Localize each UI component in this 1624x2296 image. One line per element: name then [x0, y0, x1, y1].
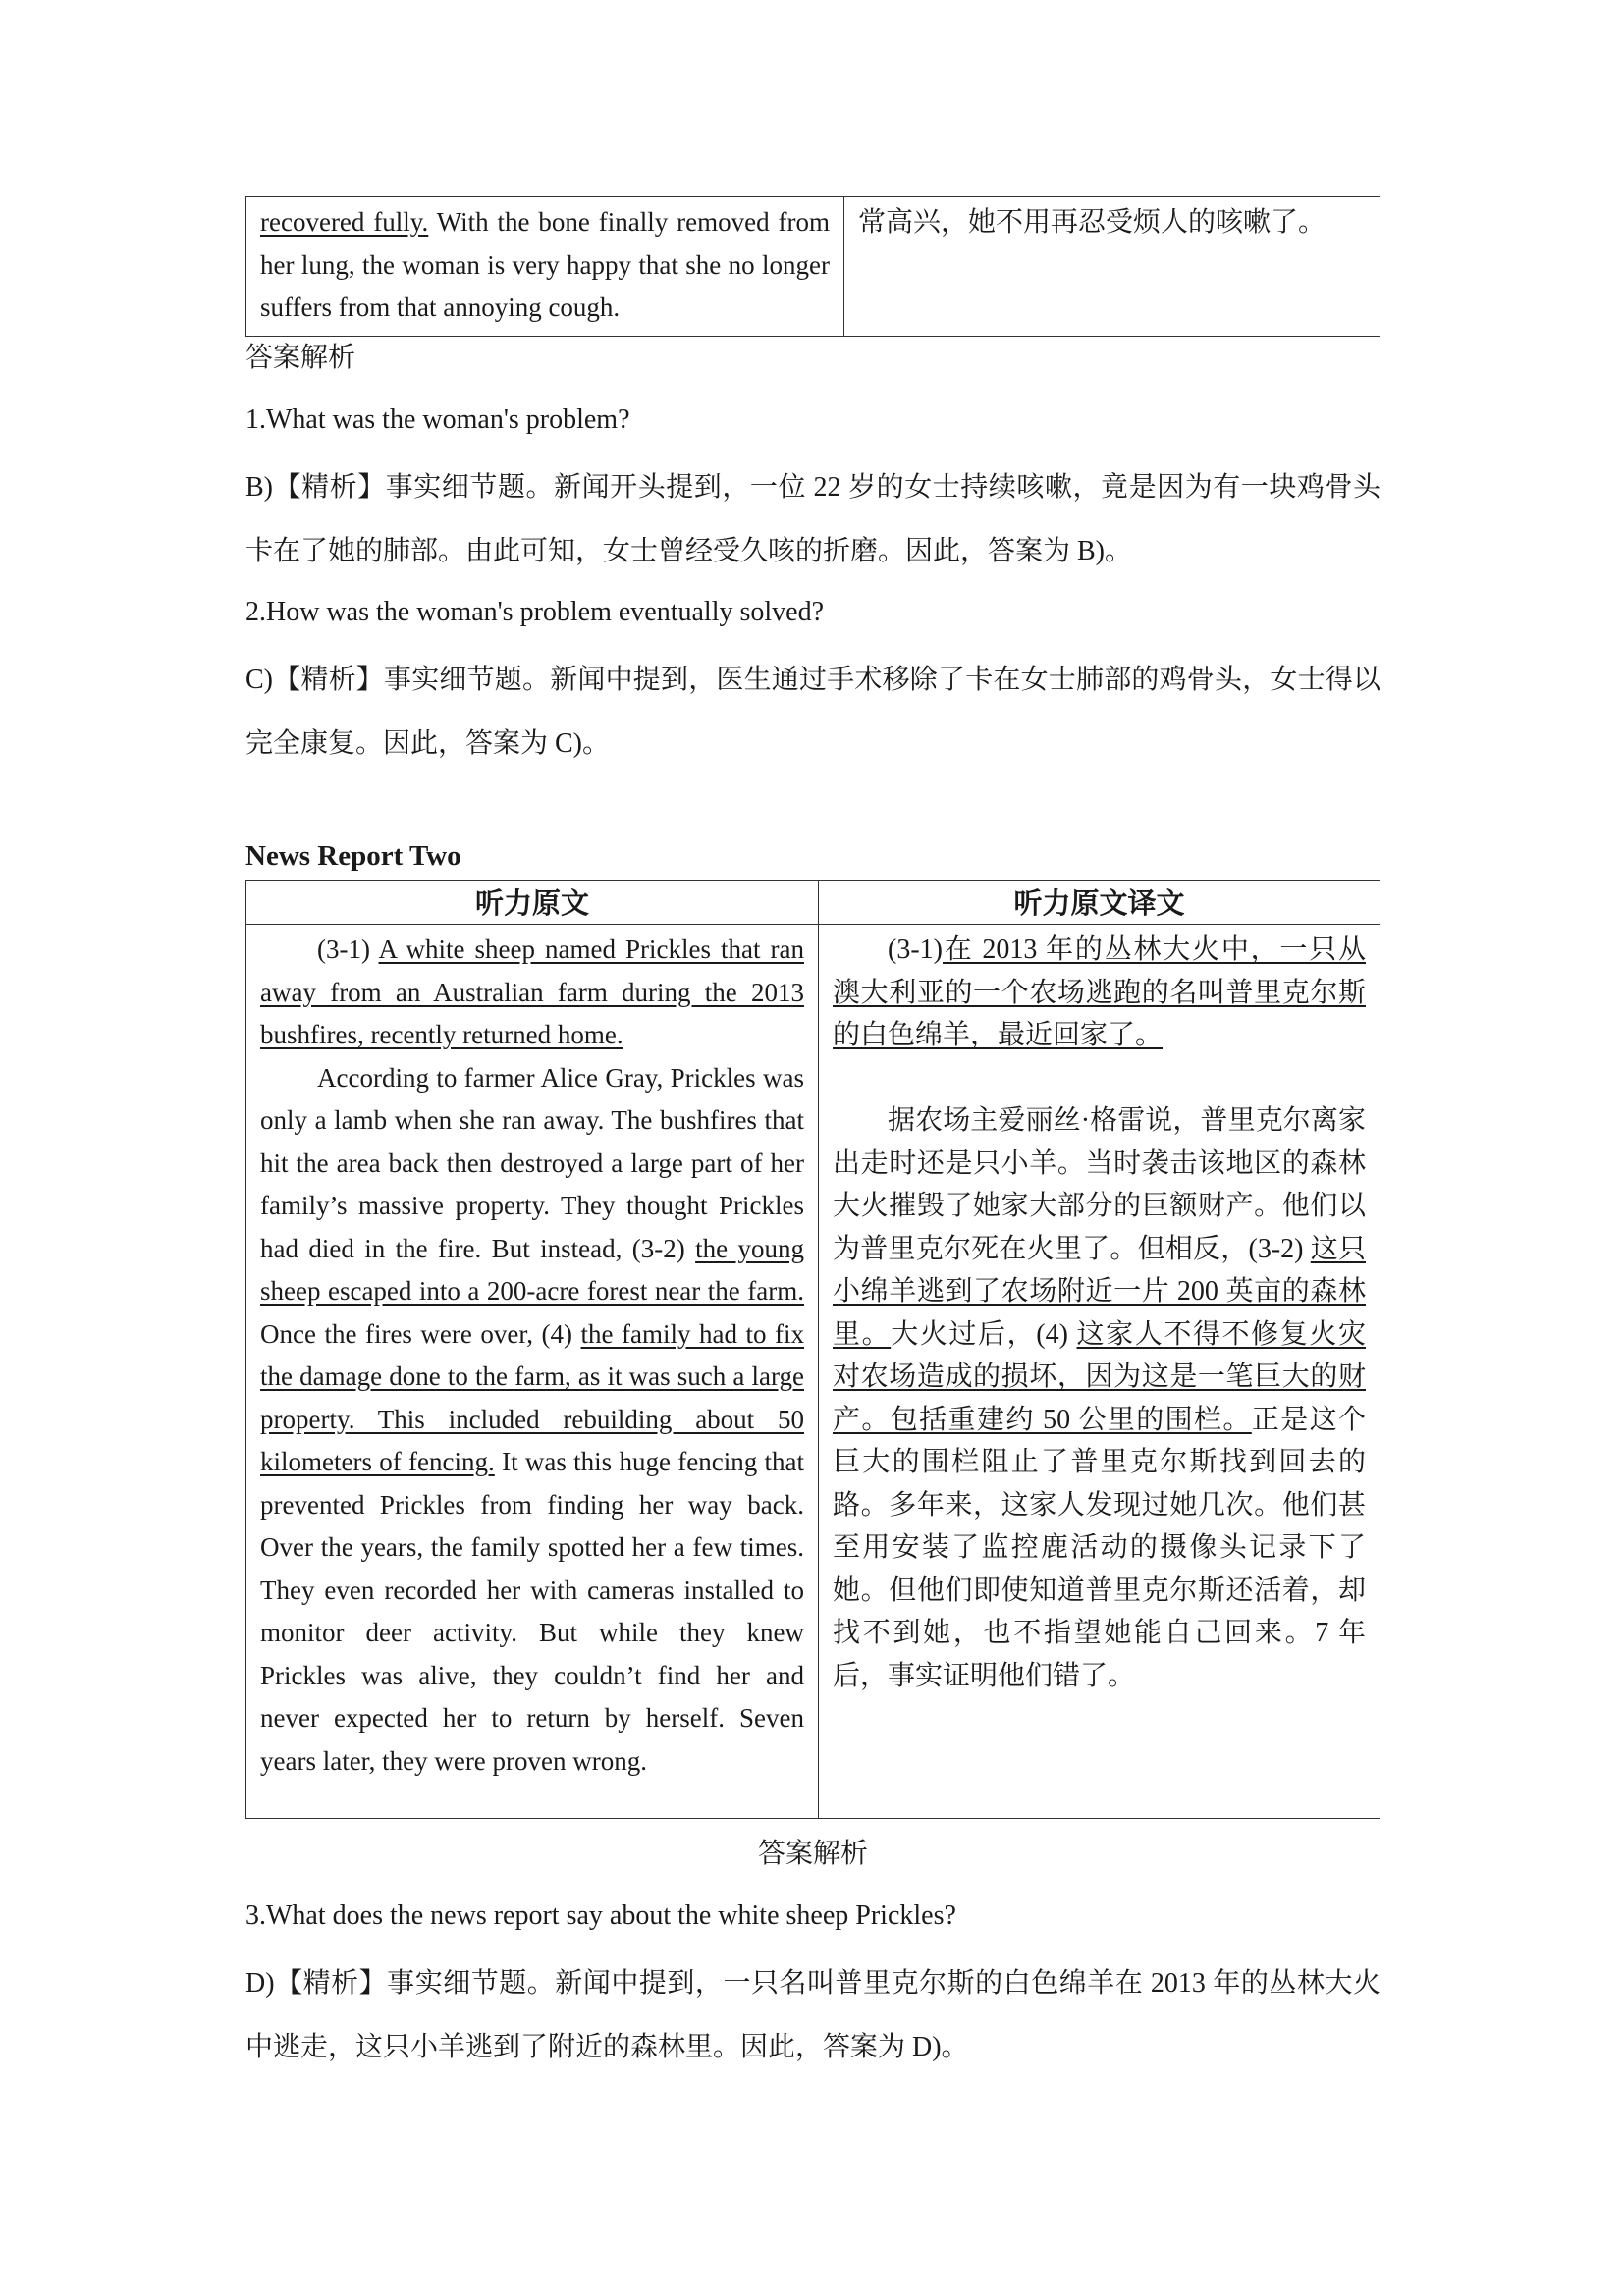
underlined-text: 这只小绵羊逃到了农场附近一片 200 英亩的森林里。: [833, 1233, 1366, 1350]
transcript-text: With the bone finally removed from her lung, the woman is very happy that she no longer suffers from that annoying cough.: [260, 207, 830, 322]
report-one-table: [245, 196, 1380, 337]
column-header-translation: 听力原文译文: [819, 881, 1380, 925]
transcript-paragraph-1: (3-1) A white sheep named Prickles that ran away from an Australian farm during the 2013 bushfires, recently returned home.: [260, 934, 805, 1049]
question-3: 3.What does the news report say about the white sheep Prickles?: [245, 1900, 956, 1931]
translation-cell: [844, 197, 1380, 337]
transcript-cell: [246, 197, 844, 337]
translation-paragraph-2: 据农场主爱丽丝·格雷说，普里克尔离家出走时还是只小羊。当时袭击该地区的森林大火摧毁了她家大部分的巨额财产。他们以为普里克尔死在火里了。但相反，(3-2) 这只小绵羊逃到了农场附近一片 200 英亩的森林里。大火过后，(4) 这家人不得不修复火灾对农场造成的损坏，因为这是一笔巨大的财产。包括重建约 50 公里的围栏。正是这个巨大的围栏阻止了普里克尔斯找到回去的路。多年来，这家人发现过她几次。他们甚至用安装了监控鹿活动的摄像头记录下了她。但他们即使知道普里克尔斯还活着，却找不到她，也不指望她能自己回来。7 年后，事实证明他们错了。: [833, 1105, 1366, 1691]
section-title: News Report Two: [245, 840, 461, 872]
underlined-text: 在 2013 年的丛林大火中，一只从澳大利亚的一个农场逃跑的名叫普里克尔斯的白色绵羊，最近回家了。: [833, 934, 1366, 1050]
table-row: [246, 197, 1380, 337]
translation-paragraph-1: (3-1)在 2013 年的丛林大火中，一只从澳大利亚的一个农场逃跑的名叫普里克尔斯的白色绵羊，最近回家了。: [833, 934, 1366, 1050]
answer-2: C)【精析】事实细节题。新闻中提到，医生通过手术移除了卡在女士肺部的鸡骨头，女士得以完全康复。因此，答案为 C)。: [245, 665, 1380, 759]
translation-cell: [819, 925, 1380, 1819]
question-1: 1.What was the woman's problem?: [245, 404, 630, 435]
report-two-table: [245, 880, 1380, 1819]
underlined-text: A white sheep named Prickles that ran away from an Australian farm during the 2013 bushfires, recently returned home.: [260, 934, 805, 1049]
transcript-paragraph-2: According to farmer Alice Gray, Prickles was only a lamb when she ran away. The bushfires that hit the area back then destroyed a large part of her family’s massive property. They thought Prickles had died in the fire. But instead, (3-2) the young sheep escaped into a 200-acre forest near the farm. Once the fires were over, (4) the family had to fix the damage done to the farm, as it was such a large property. This included rebuilding about 50 kilometers of fencing. It was this huge fencing that prevented Prickles from finding her way back. Over the years, the family spotted her a few times. They even recorded her with cameras installed to monitor deer activity. But while they knew Prickles was alive, they couldn’t find her and never expected her to return by herself. Seven years later, they were proven wrong.: [260, 1062, 804, 1776]
question-2: 2.How was the woman's problem eventually solved?: [245, 597, 825, 627]
underlined-text: the family had to fix the damage done to the farm, as it was such a large property. This included rebuilding about 50 kilometers of fencing.: [260, 1318, 804, 1476]
answer-heading: 答案解析: [757, 1837, 868, 1869]
translation-text: 常高兴，她不用再忍受烦人的咳嗽了。: [858, 207, 1326, 238]
table-header-row: [246, 881, 1380, 925]
underlined-text: recovered fully.: [260, 207, 429, 237]
transcript-cell: [246, 925, 819, 1819]
answer-3: D)【精析】事实细节题。新闻中提到，一只名叫普里克尔斯的白色绵羊在 2013 年的丛林大火中逃走，这只小羊逃到了附近的森林里。因此，答案为 D)。: [245, 1968, 1380, 2062]
underlined-text: the young sheep escaped into a 200-acre forest near the farm.: [260, 1233, 804, 1306]
answer-heading: 答案解析: [245, 341, 356, 373]
table-row: [246, 925, 1380, 1819]
underlined-text: 这家人不得不修复火灾对农场造成的损坏，因为这是一笔巨大的财产。包括重建约 50 公里的围栏。: [833, 1318, 1366, 1435]
column-header-transcript: 听力原文: [246, 881, 819, 925]
answer-1: B)【精析】事实细节题。新闻开头提到，一位 22 岁的女士持续咳嗽，竟是因为有一块鸡骨头卡在了她的肺部。由此可知，女士曾经受久咳的折磨。因此，答案为 B)。: [245, 472, 1380, 566]
